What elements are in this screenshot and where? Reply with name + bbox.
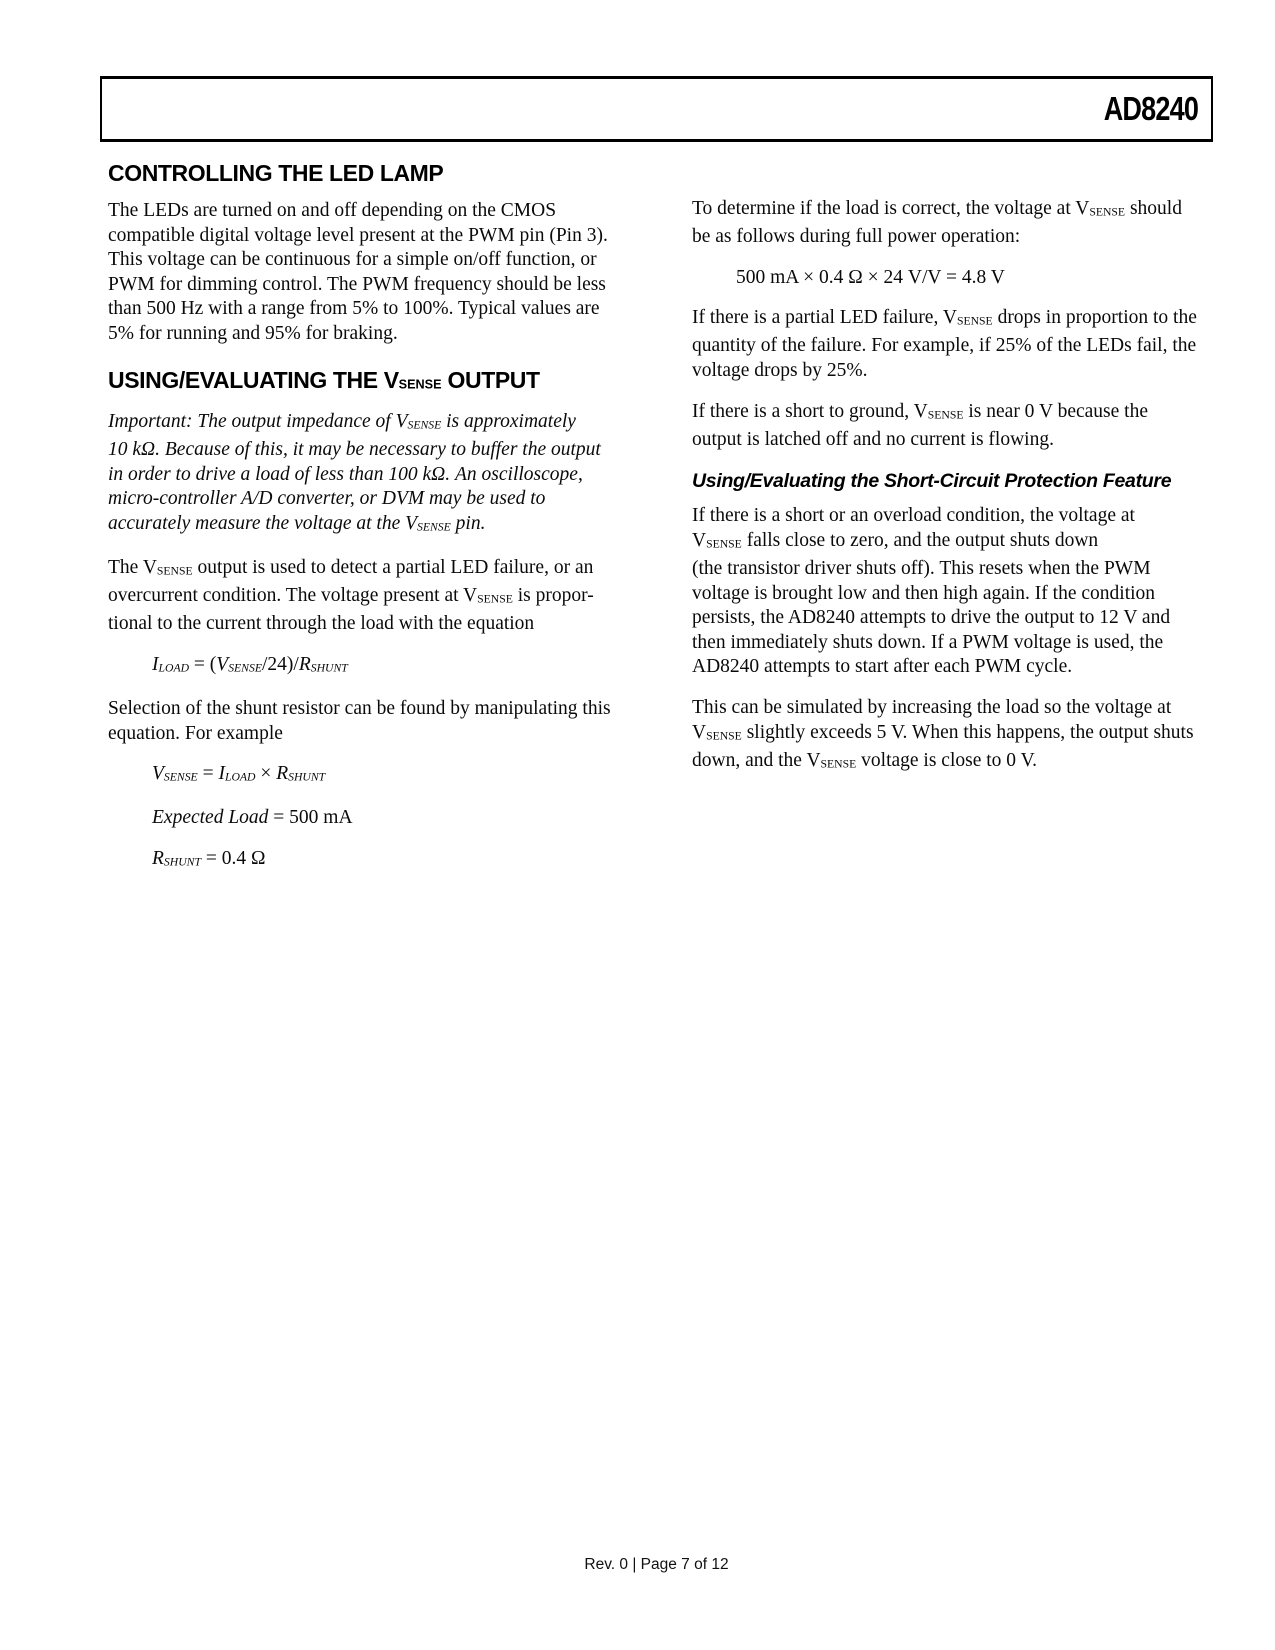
paragraph: This can be simulated by increasing the load so the voltage at VSENSE slightly exceeds 5 V. When this happens, the output shuts down, and the VSENSE voltage is close to 0 V. <box>692 696 1194 771</box>
paragraph: Selection of the shunt resistor can be found by manipulating this equation. For example <box>108 698 611 744</box>
paragraph: The VSENSE output is used to detect a partial LED failure, or an overcurrent condition. The voltage present at VSENSE is propor- tional to the current through the load with the equation <box>108 557 594 635</box>
part-number-title: AD8240 <box>1103 90 1198 127</box>
equation: VSENSE = ILOAD × RSHUNT <box>152 763 326 785</box>
subsection-heading: Using/Evaluating the Short-Circuit Protection Feature <box>692 470 1172 493</box>
paragraph: Important: The output impedance of VSENSE is approximately 10 kΩ. Because of this, it may be necessary to buffer the output in order to drive a load of less than 100 kΩ. An oscilloscope, micro-controller A/D converter, or DVM may be used to accurately measure the voltage at the VSENSE pin. <box>108 411 601 535</box>
section-heading: USING/EVALUATING THE VSENSE OUTPUT <box>108 366 540 393</box>
equation: Expected Load = 500 mA <box>152 807 353 829</box>
left-column <box>108 160 623 891</box>
page-footer <box>100 1556 1213 1574</box>
paragraph: If there is a short or an overload condition, the voltage at VSENSE falls close to zero, and the output shuts down (the transistor driver shuts off). This resets when the PWM voltage is brought low and then high again. If the condition persists, the AD8240 attempts to drive the output to 12 V and then immediately shuts down. If a PWM voltage is used, the AD8240 attempts to start after each PWM cycle. <box>692 505 1171 678</box>
paragraph: The LEDs are turned on and off depending on the CMOS compatible digital voltage level present at the PWM pin (Pin 3). This voltage can be continuous for a simple on/off function, or PWM for dimming control. The PWM frequency should be less than 500 Hz with a range from 5% to 100%. Typical values are 5% for running and 95% for braking. <box>108 200 608 344</box>
equation: ILOAD = (VSENSE/24)/RSHUNT <box>152 654 348 675</box>
paragraph: If there is a short to ground, VSENSE is near 0 V because the output is latched off and no current is flowing. <box>692 400 1148 450</box>
footer-text: Rev. 0 | Page 7 of 12 <box>584 1556 729 1573</box>
paragraph: If there is a partial LED failure, VSENSE drops in proportion to the quantity of the failure. For example, if 25% of the LEDs fail, the voltage drops by 25%. <box>692 307 1197 381</box>
paragraph: To determine if the load is correct, the voltage at VSENSE should be as follows during full power operation: <box>692 198 1182 248</box>
section-heading: CONTROLLING THE LED LAMP <box>108 160 444 186</box>
header-box <box>100 76 1213 142</box>
equation: 500 mA × 0.4 Ω × 24 V/V = 4.8 V <box>736 266 1005 288</box>
equation: RSHUNT = 0.4 Ω <box>152 848 266 869</box>
right-column <box>692 197 1207 793</box>
